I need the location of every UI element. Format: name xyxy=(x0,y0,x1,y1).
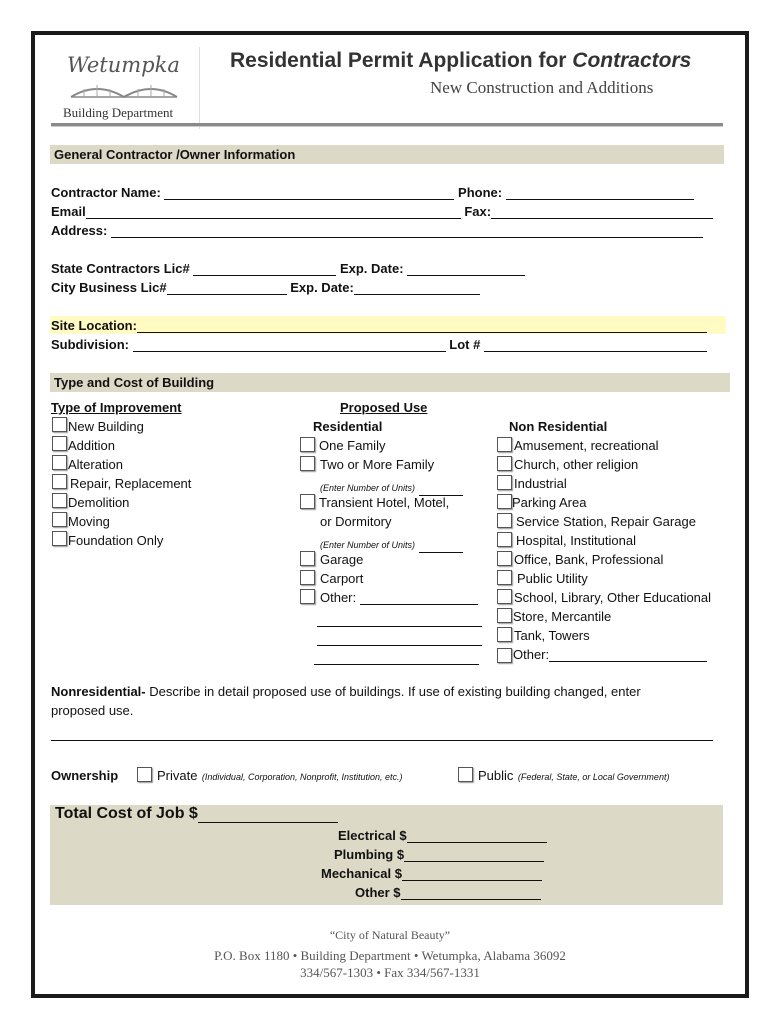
label-addition: Addition xyxy=(68,438,115,453)
city-lic-field[interactable] xyxy=(167,282,287,295)
header-divider xyxy=(51,123,723,127)
checkbox-hospital[interactable] xyxy=(497,532,512,547)
other-cost-field[interactable] xyxy=(401,887,541,900)
label-industrial: Industrial xyxy=(514,476,567,491)
exp-date2-label: Exp. Date: xyxy=(290,280,354,295)
nonres-description xyxy=(51,684,641,699)
units-note-text-2: (Enter Number of Units) xyxy=(320,540,416,550)
units-note-1 xyxy=(320,478,463,496)
res-other-line-3[interactable] xyxy=(317,628,482,646)
checkbox-office[interactable] xyxy=(497,551,512,566)
checkbox-alteration[interactable] xyxy=(52,455,67,470)
email-field[interactable] xyxy=(86,206,461,219)
checkbox-parking[interactable] xyxy=(497,494,512,509)
label-demolition: Demolition xyxy=(68,495,130,510)
checkbox-amusement[interactable] xyxy=(497,437,512,452)
public-note: (Federal, State, or Local Government) xyxy=(517,772,670,782)
label-one-family: One Family xyxy=(319,438,386,453)
res-other-line-4[interactable] xyxy=(314,647,479,665)
state-lic-label: State Contractors Lic# xyxy=(51,261,190,276)
label-tank: Tank, Towers xyxy=(514,628,590,643)
contractor-name-label: Contractor Name: xyxy=(51,185,161,200)
nonres-desc-field[interactable] xyxy=(51,723,713,741)
label-new-building: New Building xyxy=(68,419,144,434)
total-cost-field[interactable] xyxy=(198,807,338,823)
checkbox-foundation[interactable] xyxy=(52,531,67,546)
subdivision-row xyxy=(51,337,707,352)
site-location-row xyxy=(51,318,707,333)
city-logo xyxy=(59,47,200,129)
checkbox-one-family[interactable] xyxy=(300,437,315,452)
label-hospital: Hospital, Institutional xyxy=(516,533,636,548)
title-main: Residential Permit Application for xyxy=(230,49,573,72)
checkbox-addition[interactable] xyxy=(52,436,67,451)
section-heading-building: Type and Cost of Building xyxy=(50,373,730,392)
lot-field[interactable] xyxy=(484,339,707,352)
private-note: (Individual, Corporation, Nonprofit, Institution, etc.) xyxy=(201,772,403,782)
city-lic-label: City Business Lic# xyxy=(51,280,167,295)
label-nonres-other: Other: xyxy=(513,647,550,662)
total-cost-row xyxy=(55,805,338,823)
private-label: Private xyxy=(157,768,198,783)
label-school: School, Library, Other Educational xyxy=(514,590,712,605)
total-cost-label: Total Cost of Job $ xyxy=(55,805,198,822)
contractor-name-row xyxy=(51,185,694,200)
checkbox-public-utility[interactable] xyxy=(497,570,512,585)
state-lic-row xyxy=(51,261,525,276)
electrical-label: Electrical $ xyxy=(338,828,407,843)
checkbox-garage[interactable] xyxy=(300,551,315,566)
label-dormitory: or Dormitory xyxy=(320,514,392,529)
checkbox-demolition[interactable] xyxy=(52,493,67,508)
checkbox-moving[interactable] xyxy=(52,512,67,527)
address-row xyxy=(51,223,703,238)
logo-wordmark: Wetumpka xyxy=(67,53,180,77)
improvement-heading: Type of Improvement xyxy=(51,400,182,415)
checkbox-transient-hotel[interactable] xyxy=(300,494,315,509)
section-heading-contractor: General Contractor /Owner Information xyxy=(50,145,724,164)
checkbox-tank[interactable] xyxy=(497,627,512,642)
label-parking: Parking Area xyxy=(512,495,587,510)
label-service-station: Service Station, Repair Garage xyxy=(516,514,696,529)
label-two-family: Two or More Family xyxy=(320,457,435,472)
label-church: Church, other religion xyxy=(514,457,639,472)
label-amusement: Amusement, recreational xyxy=(514,438,659,453)
checkbox-nonres-other[interactable] xyxy=(497,648,512,663)
exp-date2-field[interactable] xyxy=(354,282,480,295)
units-note-2 xyxy=(320,535,463,553)
nonres-heading: Non Residential xyxy=(509,419,608,434)
checkbox-res-other[interactable] xyxy=(300,589,315,604)
footer-motto: “City of Natural Beauty” xyxy=(329,928,451,942)
label-store: Store, Mercantile xyxy=(513,609,612,624)
nonres-desc-text: Describe in detail proposed use of buildings. If use of existing building changed, enter xyxy=(145,684,641,699)
permit-form xyxy=(31,31,749,998)
exp-date-label: Exp. Date: xyxy=(339,261,404,276)
phone-label: Phone: xyxy=(458,185,503,200)
footer-address: P.O. Box 1180 • Building Department • Wetumpka, Alabama 36092 xyxy=(214,948,566,963)
page-subtitle: New Construction and Additions xyxy=(430,78,654,97)
state-lic-field[interactable] xyxy=(193,263,336,276)
page-title xyxy=(230,49,691,73)
address-field[interactable] xyxy=(111,225,703,238)
checkbox-new-building[interactable] xyxy=(52,417,67,432)
nonres-desc-label: Nonresidential- xyxy=(51,684,146,699)
contractor-name-field[interactable] xyxy=(164,187,454,200)
units-field-2[interactable] xyxy=(419,543,463,553)
res-other-field[interactable] xyxy=(360,592,478,605)
res-other-line-2[interactable] xyxy=(317,609,482,627)
fax-field[interactable] xyxy=(491,206,713,219)
checkbox-carport[interactable] xyxy=(300,570,315,585)
label-transient-hotel: Transient Hotel, Motel, xyxy=(319,495,450,510)
label-moving: Moving xyxy=(68,514,110,529)
electrical-row xyxy=(338,828,547,843)
phone-field[interactable] xyxy=(506,187,694,200)
ownership-label: Ownership xyxy=(51,768,119,783)
checkbox-store[interactable] xyxy=(497,608,512,623)
label-carport: Carport xyxy=(320,571,364,586)
subdivision-label: Subdivision: xyxy=(51,337,129,352)
site-location-label: Site Location: xyxy=(51,318,137,333)
electrical-field[interactable] xyxy=(407,830,547,843)
mechanical-label: Mechanical $ xyxy=(321,866,402,881)
checkbox-repair[interactable] xyxy=(52,474,67,489)
other-cost-row xyxy=(355,885,541,900)
city-lic-row xyxy=(51,280,480,295)
other-cost-label: Other $ xyxy=(355,885,401,900)
email-label: Email xyxy=(51,204,86,219)
label-public-utility: Public Utility xyxy=(517,571,588,586)
email-row xyxy=(51,204,713,219)
plumbing-field[interactable] xyxy=(404,849,544,862)
nonres-desc-text-2: proposed use. xyxy=(51,703,134,718)
nonres-other-field[interactable] xyxy=(549,649,707,662)
checkbox-service-station[interactable] xyxy=(497,513,512,528)
lot-label: Lot # xyxy=(449,337,481,352)
address-label: Address: xyxy=(51,223,108,238)
label-foundation: Foundation Only xyxy=(68,533,164,548)
label-garage: Garage xyxy=(320,552,364,567)
checkbox-church[interactable] xyxy=(497,456,512,471)
public-option xyxy=(478,767,669,785)
subdivision-field[interactable] xyxy=(133,339,446,352)
bridge-icon xyxy=(69,79,179,101)
checkbox-two-family[interactable] xyxy=(300,456,315,471)
label-office: Office, Bank, Professional xyxy=(514,552,664,567)
checkbox-industrial[interactable] xyxy=(497,475,512,490)
res-other-row xyxy=(320,590,478,605)
label-repair: Repair, Replacement xyxy=(70,476,192,491)
plumbing-label: Plumbing $ xyxy=(334,847,405,862)
plumbing-row xyxy=(334,847,544,862)
private-option xyxy=(157,767,403,785)
nonres-other-row xyxy=(513,647,707,662)
department-label: Building Department xyxy=(63,105,174,120)
footer-phone: 334/567-1303 • Fax 334/567-1331 xyxy=(300,965,480,980)
site-location-field[interactable] xyxy=(137,320,707,333)
public-label: Public xyxy=(478,768,514,783)
checkbox-private[interactable] xyxy=(137,767,152,782)
mechanical-row xyxy=(321,866,542,881)
units-note-text-1: (Enter Number of Units) xyxy=(320,483,416,493)
label-alteration: Alteration xyxy=(68,457,123,472)
label-res-other: Other: xyxy=(320,590,357,605)
fax-label: Fax: xyxy=(464,204,492,219)
mechanical-field[interactable] xyxy=(402,868,542,881)
title-italic: Contractors xyxy=(572,49,692,72)
checkbox-public[interactable] xyxy=(458,767,473,782)
exp-date-field[interactable] xyxy=(407,263,525,276)
checkbox-school[interactable] xyxy=(497,589,512,604)
proposed-use-heading: Proposed Use xyxy=(340,400,428,415)
residential-heading: Residential xyxy=(313,419,383,434)
